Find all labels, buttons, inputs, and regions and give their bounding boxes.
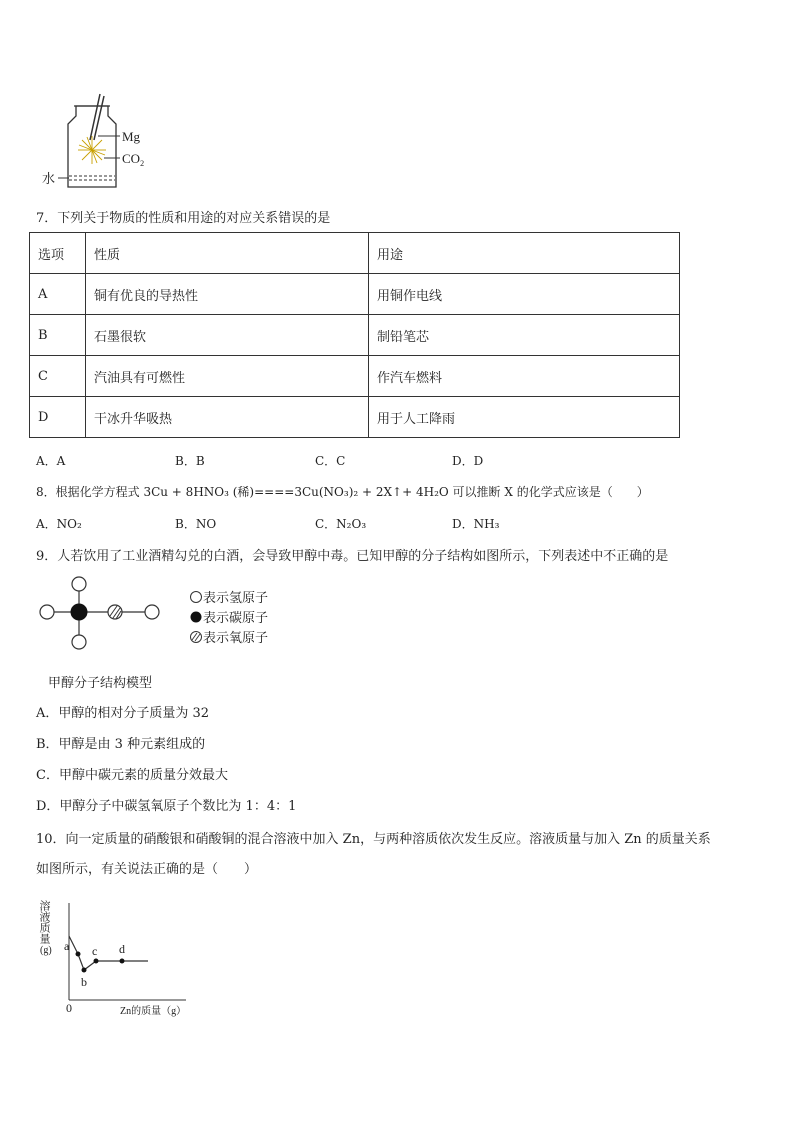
cell-usage: 用铜作电线 [369,274,680,315]
hydrogen-atom [72,577,86,591]
cell-usage: 作汽车燃料 [369,356,680,397]
cell-usage: 制铅笔芯 [369,315,680,356]
legend-oxygen: 表示氧原子 [203,630,269,645]
graph-origin: 0 [66,1001,72,1015]
cell-option: D [30,397,86,438]
cell-property: 铜有优良的导热性 [86,274,369,315]
q8-option-d[interactable]: D．NH₃ [452,517,500,531]
graph-xlabel: Zn的质量（g） [120,1006,187,1017]
hydrogen-atom [145,605,159,619]
q7-option-d[interactable]: D．D [452,454,484,468]
solution-mass-graph [36,888,206,1023]
q9-option-d[interactable]: D．甲醇分子中碳氢氧原子个数比为 1：4：1 [36,799,297,814]
hydrogen-atom [40,605,54,619]
methanol-molecule-model [30,572,170,654]
table-row [30,274,680,315]
q10-stem-line2: 如图所示，有关说法正确的是（ ） [36,862,258,877]
cell-option: B [30,315,86,356]
carbon-legend-icon [191,612,202,623]
cell-usage: 用于人工降雨 [369,397,680,438]
label-a: a [64,939,70,953]
cell-property: 干冰升华吸热 [86,397,369,438]
q9-option-a[interactable]: A．甲醇的相对分子质量为 32 [36,706,210,721]
legend-hydrogen: 表示氢原子 [203,590,269,605]
header-usage: 用途 [369,233,680,274]
flame-burst-icon [78,136,106,164]
carbon-atom [71,604,87,620]
point-b [82,968,87,973]
point-a [76,952,81,957]
point-c [94,959,99,964]
graph-yunit: (g) [40,945,52,956]
point-d [120,959,125,964]
q10-stem-line1: 10．向一定质量的硝酸银和硝酸铜的混合溶液中加入 Zn，与两种溶质依次发生反应。溶液质量与加入 Zn 的质量关系 [36,832,711,847]
q9-option-b[interactable]: B．甲醇是由 3 种元素组成的 [36,737,206,752]
header-property: 性质 [86,233,369,274]
hydrogen-atom [72,635,86,649]
label-c: c [92,944,98,958]
label-d: d [119,942,125,956]
q7-stem: 7．下列关于物质的性质和用途的对应关系错误的是 [36,211,331,226]
tongs-icon [90,94,104,140]
cell-option: A [30,274,86,315]
hydrogen-legend-icon [191,592,202,603]
cell-property: 汽油具有可燃性 [86,356,369,397]
q9-stem: 9．人若饮用了工业酒精勾兑的白酒，会导致甲醇中毒。已知甲醇的分子结构如图所示，下列表述中不正确的是 [36,549,669,564]
q8-option-b[interactable]: B．NO [175,517,217,531]
mg-co2-apparatus-figure [38,92,168,192]
q9-figure-caption: 甲醇分子结构模型 [48,676,153,691]
q7-option-c[interactable]: C．C [315,454,346,468]
oxygen-legend-icon [191,632,202,643]
table-row [30,356,680,397]
q7-option-b[interactable]: B．B [175,454,205,468]
label-b: b [81,975,87,989]
q8-stem: 8．根据化学方程式 3Cu + 8HNO₃ (稀)====3Cu(NO₃)₂ + 2X↑+ 4H₂O 可以推断 X 的化学式应该是（ ） [36,485,649,499]
cell-option: C [30,356,86,397]
q8-option-c[interactable]: C．N₂O₃ [315,517,367,531]
header-option: 选项 [30,233,86,274]
table-header-row [30,233,680,274]
q9-option-c[interactable]: C．甲醇中碳元素的质量分效最大 [36,768,228,783]
table-row [30,397,680,438]
graph-ylabel: 溶液质量 [38,900,50,944]
label-co2: $CO_2$ [122,151,145,168]
mass-curve [69,936,148,970]
label-water: 水 [42,171,56,186]
q7-property-table [29,232,680,438]
q8-option-a[interactable]: A．NO₂ [36,517,82,531]
q7-option-a[interactable]: A．A [36,454,66,468]
table-row [30,315,680,356]
cell-property: 石墨很软 [86,315,369,356]
label-mg: Mg [122,129,141,144]
legend-carbon: 表示碳原子 [203,610,269,625]
molecule-legend [188,588,288,648]
